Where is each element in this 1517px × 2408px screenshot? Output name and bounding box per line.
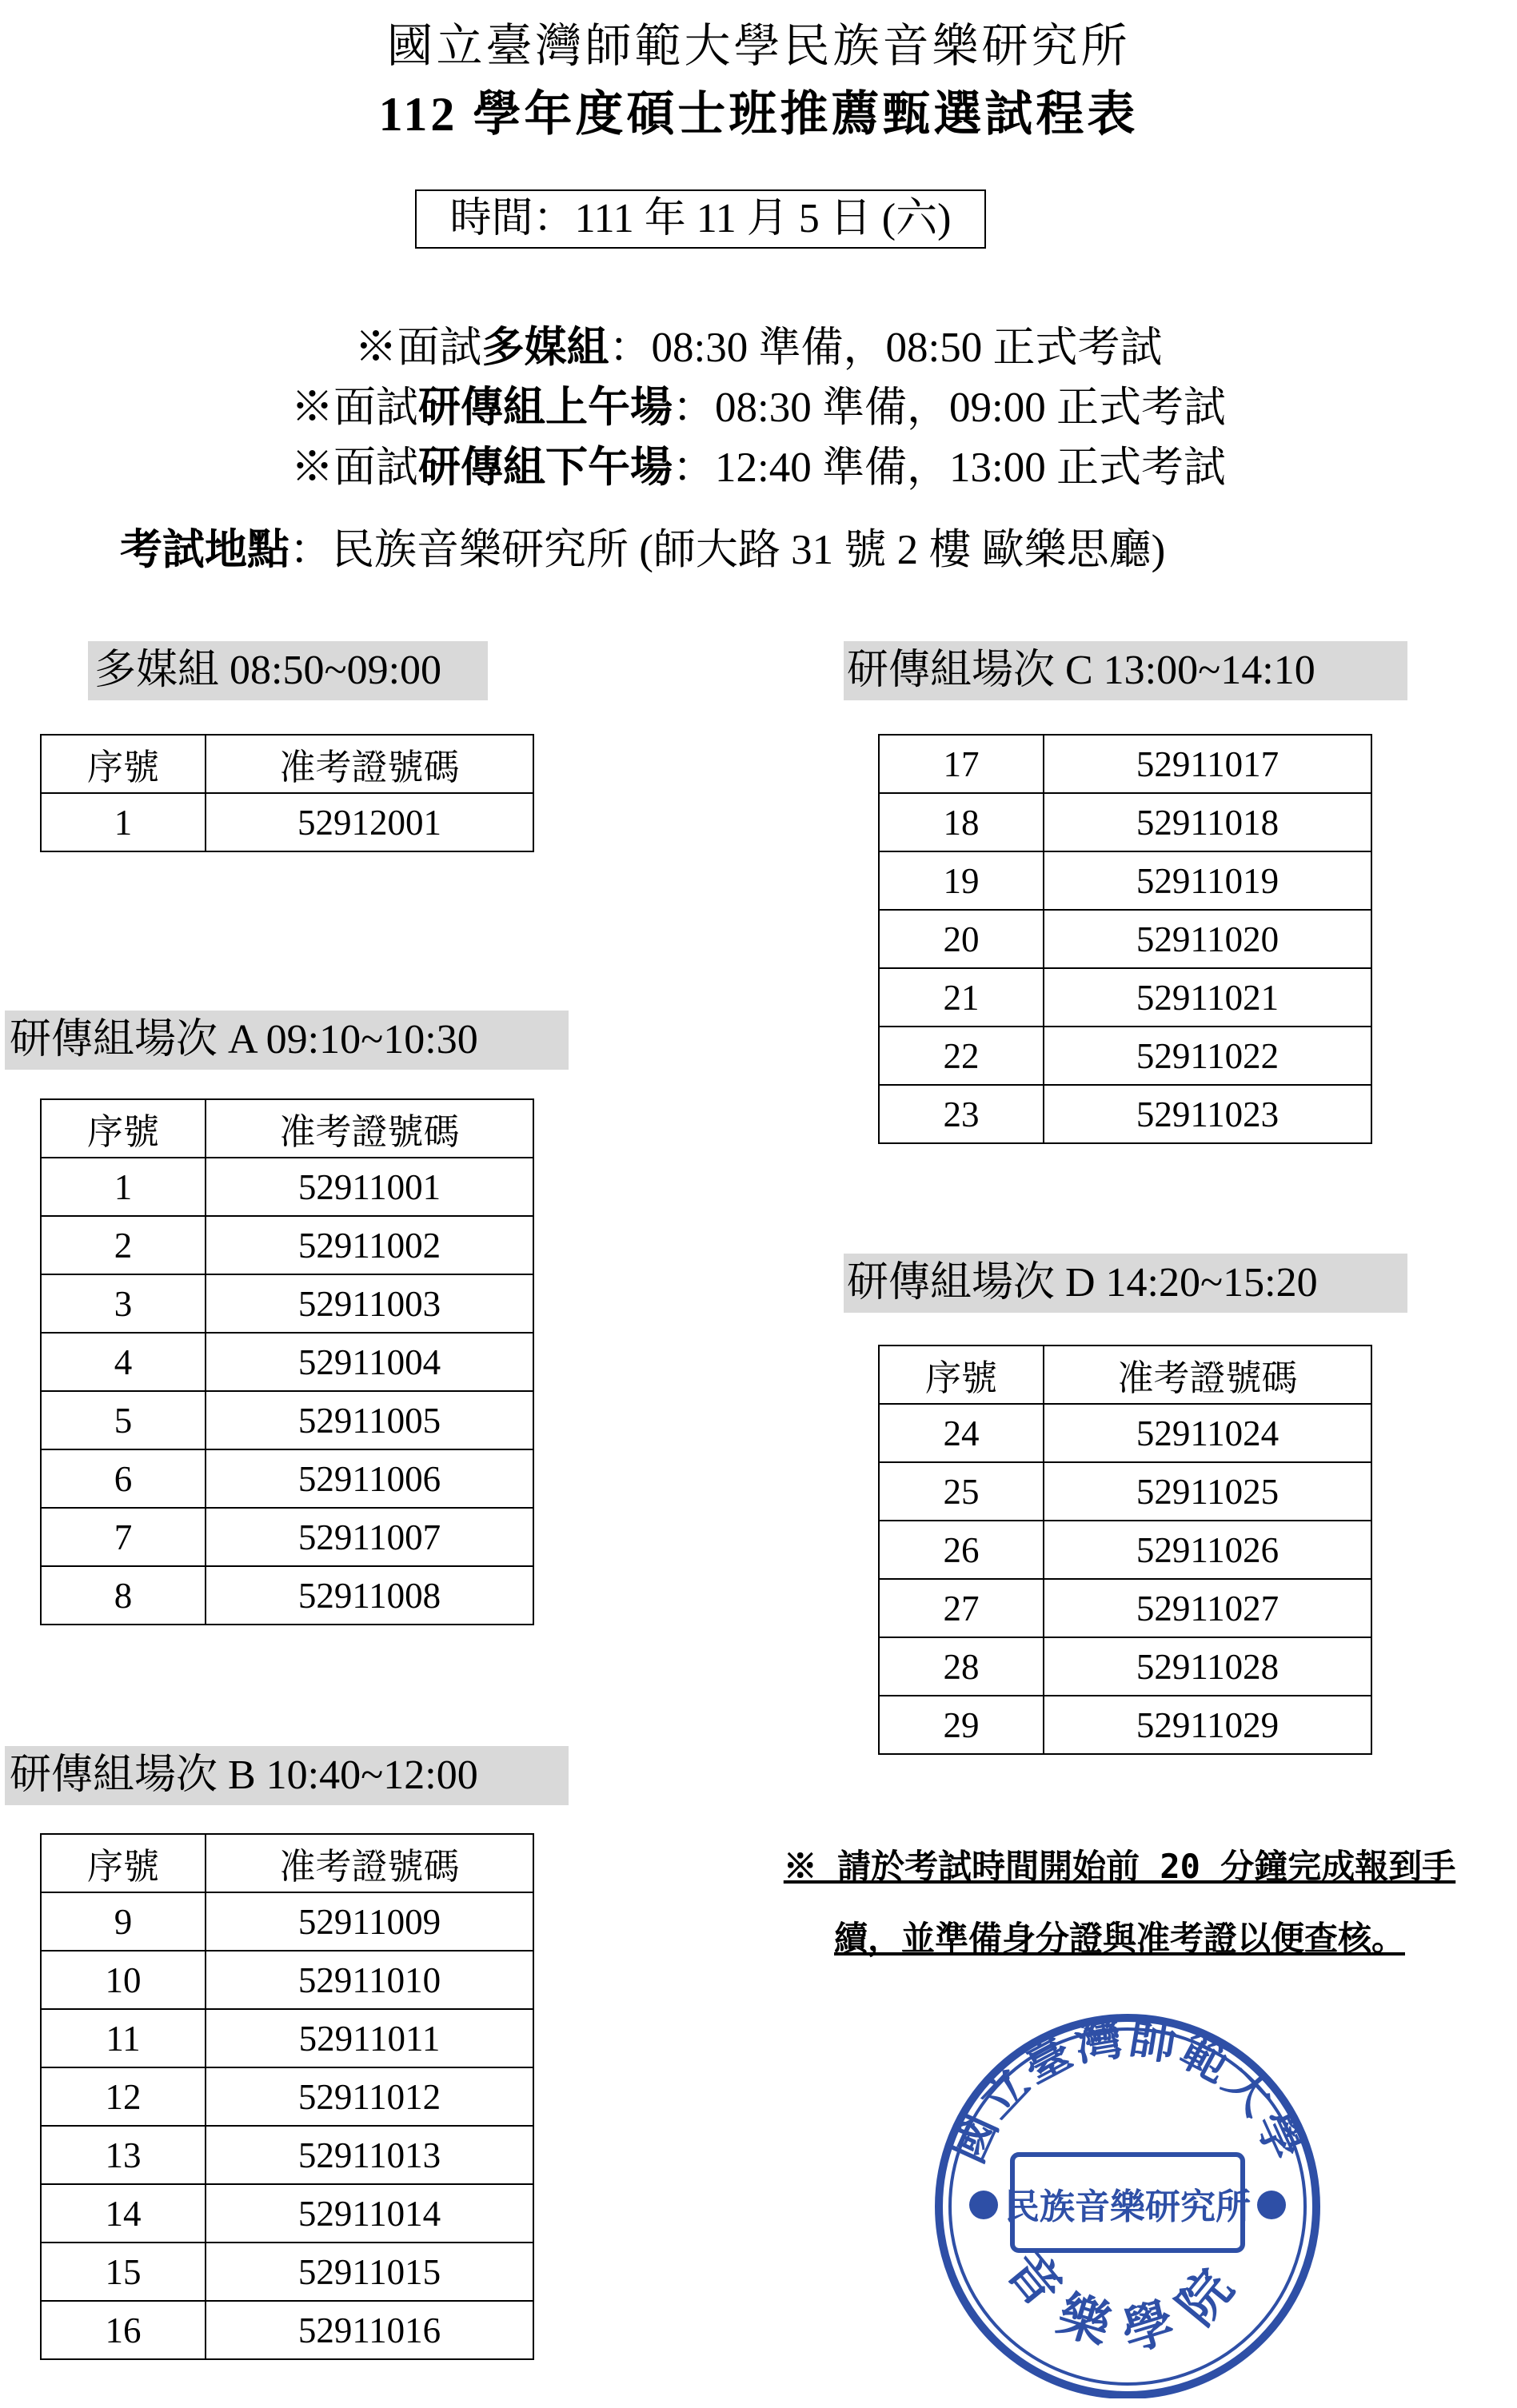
document-title: 112 學年度碩士班推薦甄選試程表	[378, 88, 1139, 141]
section-title-b: 研傳組場次 B 10:40~12:00	[5, 1746, 569, 1805]
seal-plum-blossom-left-icon	[969, 2191, 998, 2219]
table-header-row: 序號 准考證號碼	[41, 1099, 533, 1158]
exam-venue: 考試地點：民族音樂研究所 (師大路 31 號 2 樓 歐樂思廳)	[120, 527, 1166, 573]
schedule-line-morning: ※面試研傳組上午場：08:30 準備，09:00 正式考試	[291, 385, 1226, 431]
table-row: 14 52911014	[41, 2184, 533, 2243]
table-multimedia	[40, 734, 534, 852]
table-row: 22 52911022	[879, 1027, 1371, 1085]
table-session-d	[878, 1345, 1372, 1755]
table-header-row: 序號 准考證號碼	[879, 1346, 1371, 1404]
section-title-d: 研傳組場次 D 14:20~15:20	[844, 1254, 1407, 1313]
table-row: 19 52911019	[879, 851, 1371, 910]
table-row: 8 52911008	[41, 1566, 533, 1625]
table-row: 25 52911025	[879, 1462, 1371, 1521]
exam-date: 時間：111 年 11 月 5 日 (六)	[415, 189, 986, 249]
header-no: 序號	[41, 735, 206, 793]
header-id: 准考證號碼	[206, 735, 533, 793]
table-row: 1 52911001	[41, 1158, 533, 1216]
institution-name: 國立臺灣師範大學民族音樂研究所	[386, 20, 1131, 72]
table-header-row	[41, 735, 533, 793]
notice-line-2: 續，並準備身分證與准考證以便查核。	[833, 1919, 1405, 1958]
table-row: 6 52911006	[41, 1449, 533, 1508]
table-row: 24 52911024	[879, 1404, 1371, 1462]
table-row: 20 52911020	[879, 910, 1371, 968]
seal-center-text: 民族音樂研究所	[1004, 2187, 1251, 2227]
table-row: 15 52911015	[41, 2243, 533, 2301]
svg-text:國立臺灣師範大學	[940, 2010, 1315, 2171]
table-row: 4 52911004	[41, 1333, 533, 1391]
table-row: 18 52911018	[879, 793, 1371, 851]
table-row: 5 52911005	[41, 1391, 533, 1449]
table-session-a	[40, 1098, 534, 1625]
table-row: 17 52911017	[879, 735, 1371, 793]
table-row: 2 52911002	[41, 1216, 533, 1274]
table-row: 11 52911011	[41, 2009, 533, 2067]
table-row: 23 52911023	[879, 1085, 1371, 1143]
table-row: 16 52911016	[41, 2301, 533, 2359]
table-row: 1 52912001	[41, 793, 533, 851]
table-row: 9 52911009	[41, 1892, 533, 1951]
table-row: 13 52911013	[41, 2126, 533, 2184]
svg-text:音樂學院	[995, 2240, 1260, 2363]
table-row: 27 52911027	[879, 1579, 1371, 1637]
seal-bottom-text: 音樂學院	[995, 2240, 1260, 2364]
notice-line-1: ※ 請於考試時間開始前 20 分鐘完成報到手	[783, 1847, 1456, 1886]
table-header-row: 序號 准考證號碼	[41, 1834, 533, 1892]
table-row: 12 52911012	[41, 2067, 533, 2126]
section-title-multimedia: 多媒組 08:50~09:00	[88, 641, 488, 700]
table-row: 7 52911007	[41, 1508, 533, 1566]
table-session-c	[878, 734, 1372, 1144]
seal-outer-text: 國立臺灣師範大學	[940, 2010, 1315, 2171]
table-row: 26 52911026	[879, 1521, 1371, 1579]
official-seal	[920, 1999, 1335, 2398]
table-row: 3 52911003	[41, 1274, 533, 1333]
table-row: 21 52911021	[879, 968, 1371, 1027]
table-session-b	[40, 1833, 534, 2360]
table-row: 29 52911029	[879, 1696, 1371, 1754]
section-title-a: 研傳組場次 A 09:10~10:30	[5, 1011, 569, 1070]
notice	[724, 1831, 1515, 1975]
table-row: 28 52911028	[879, 1637, 1371, 1696]
section-title-c: 研傳組場次 C 13:00~14:10	[844, 641, 1407, 700]
table-row: 10 52911010	[41, 1951, 533, 2009]
schedule-line-multimedia: ※面試多媒組：08:30 準備，08:50 正式考試	[354, 325, 1163, 371]
seal-plum-blossom-right-icon	[1257, 2191, 1286, 2219]
schedule-line-afternoon: ※面試研傳組下午場：12:40 準備，13:00 正式考試	[291, 445, 1226, 491]
